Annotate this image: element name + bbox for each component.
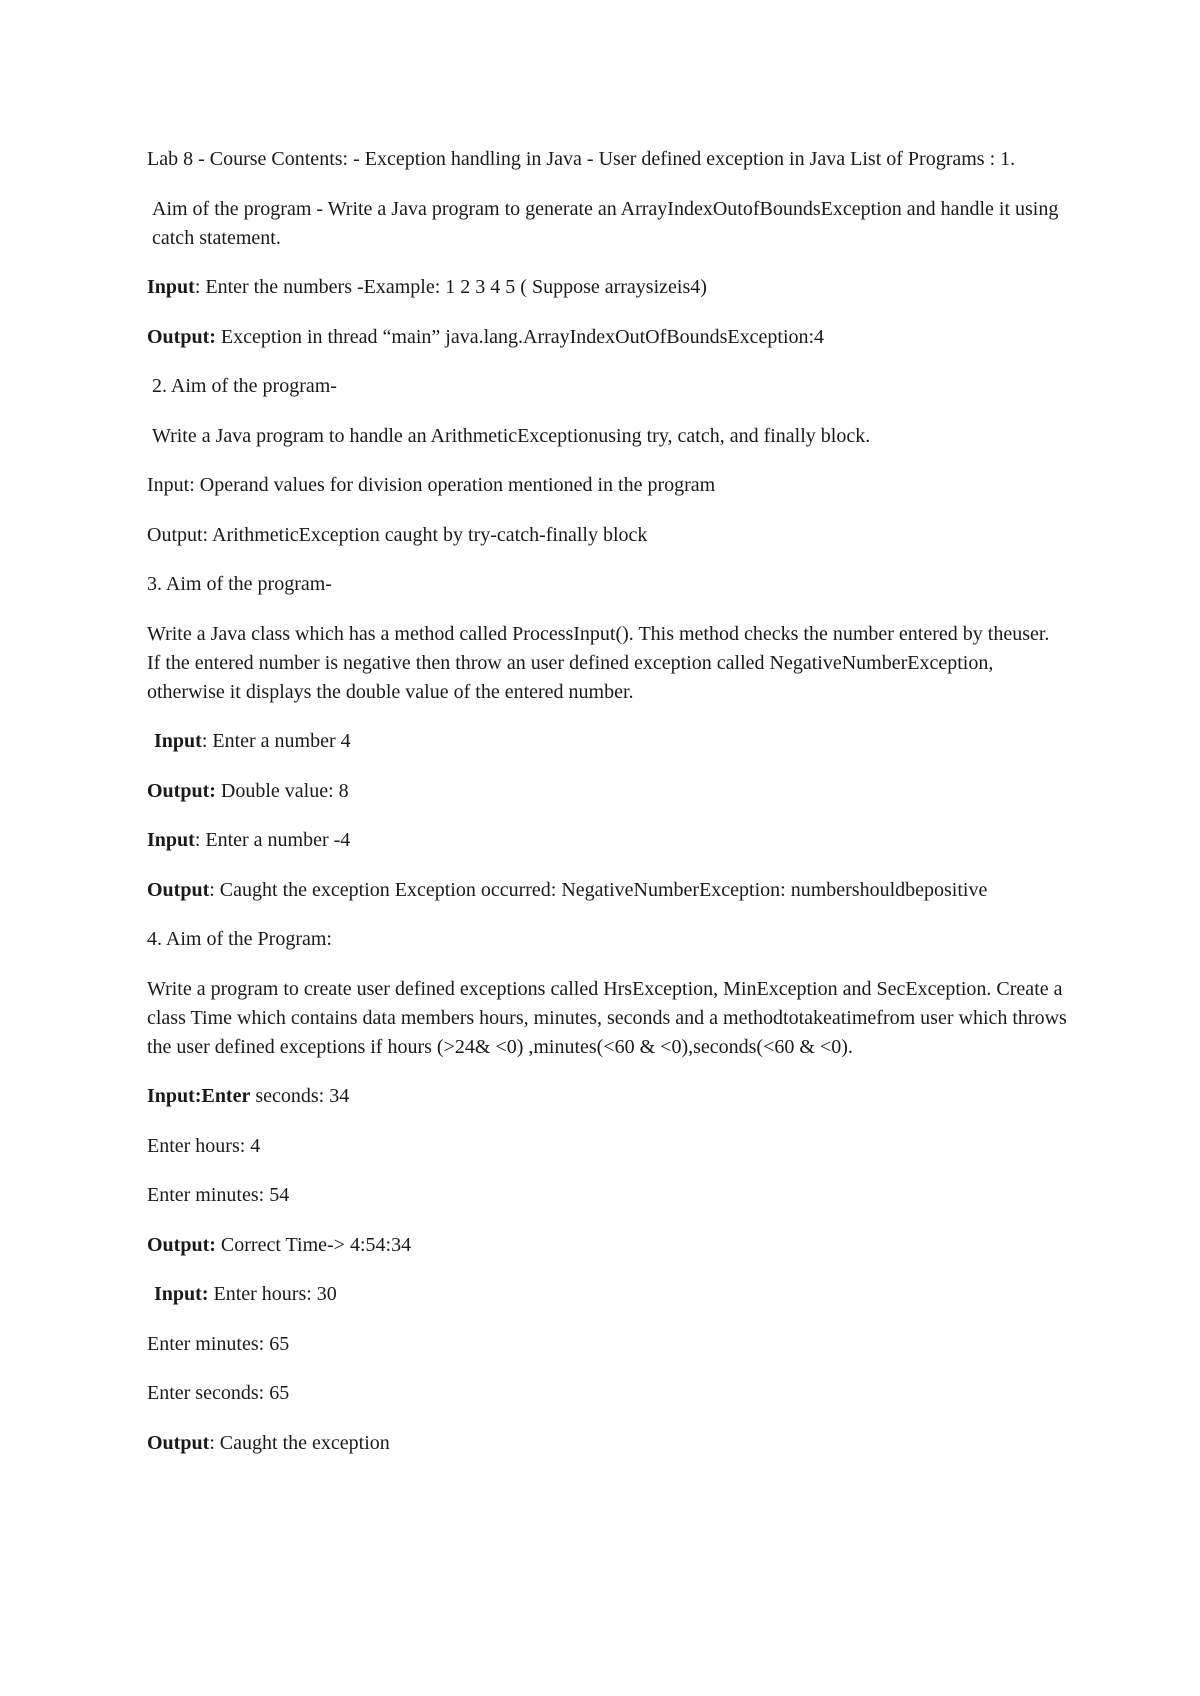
program3-aim: Write a Java class which has a method called ProcessInput(). This method checks the number entered by theuser. If the entered number is negative then throw an user defined exception called NegativeNumberException, otherwise it displays the double value of the entered number.	[147, 622, 1050, 703]
output-label: Output:	[147, 1233, 216, 1256]
document-page	[147, 145, 1067, 1478]
program4-minutes2: Enter minutes: 65	[147, 1332, 290, 1355]
input-label: Input:	[154, 1283, 209, 1305]
program1-aim: Aim of the program - Write a Java program to generate an ArrayIndexOutofBoundsException and handle it using catch statement.	[152, 197, 1059, 249]
output-label: Output:	[147, 779, 216, 802]
output-text: Correct Time-> 4:54:34	[215, 1233, 412, 1256]
program2-heading: 2. Aim of the program-	[152, 375, 337, 397]
program2-output: Output: ArithmeticException caught by try-catch-finally block	[147, 523, 648, 546]
output-text: Exception in thread “main” java.lang.ArrayIndexOutOfBoundsException:4	[215, 325, 825, 348]
program4-input1	[147, 1082, 1067, 1111]
program4-output2	[147, 1429, 1067, 1458]
program2-input: Input: Operand values for division operation mentioned in the program	[147, 474, 716, 496]
program4-seconds2: Enter seconds: 65	[147, 1382, 290, 1404]
output-label: Output	[147, 878, 210, 901]
program3-input1	[147, 727, 1067, 756]
program4-hours1: Enter hours: 4	[147, 1134, 261, 1157]
program1-output	[147, 323, 1067, 352]
input-label: Input	[147, 829, 195, 851]
output-label: Output	[147, 1431, 210, 1454]
program3-input2	[147, 826, 1067, 855]
input-text: : Enter a number -4	[194, 829, 351, 851]
intro-paragraph: Lab 8 - Course Contents: - Exception handling in Java - User defined exception in Java List of Programs : 1.	[147, 148, 1016, 170]
program4-minutes1: Enter minutes: 54	[147, 1184, 290, 1206]
output-text: : Caught the exception Exception occurred: NegativeNumberException: numbershouldbepositive	[209, 878, 988, 901]
input-label: Input	[154, 730, 202, 752]
program3-heading: 3. Aim of the program-	[147, 573, 332, 595]
program4-output1	[147, 1231, 1067, 1260]
program3-output1	[147, 777, 1067, 806]
input-text: seconds: 34	[250, 1085, 350, 1107]
program4-heading: 4. Aim of the Program:	[147, 928, 332, 950]
input-text: : Enter a number 4	[201, 730, 351, 752]
program1-input	[147, 273, 1067, 302]
output-label: Output:	[147, 325, 216, 348]
program3-output2	[147, 876, 1067, 905]
output-text: : Caught the exception	[209, 1431, 390, 1454]
input-label: Input:Enter	[147, 1085, 251, 1107]
input-text: Enter hours: 30	[208, 1283, 337, 1305]
input-text: : Enter the numbers -Example: 1 2 3 4 5 ( Suppose arraysizeis4)	[194, 276, 707, 298]
program4-aim: Write a program to create user defined exceptions called HrsException, MinException and SecException. Create a class Time which contains data members hours, minutes, seconds and a methodtotakeatimefrom user which throws the user defined exceptions if hours (>24& <0) ,minutes(<60 & <0),seconds(<60 & <0).	[147, 977, 1067, 1058]
program4-input2	[147, 1280, 1067, 1309]
output-text: Double value: 8	[215, 779, 349, 802]
program2-aim: Write a Java program to handle an ArithmeticExceptionusing try, catch, and finally block.	[152, 424, 871, 447]
input-label: Input	[147, 276, 195, 298]
